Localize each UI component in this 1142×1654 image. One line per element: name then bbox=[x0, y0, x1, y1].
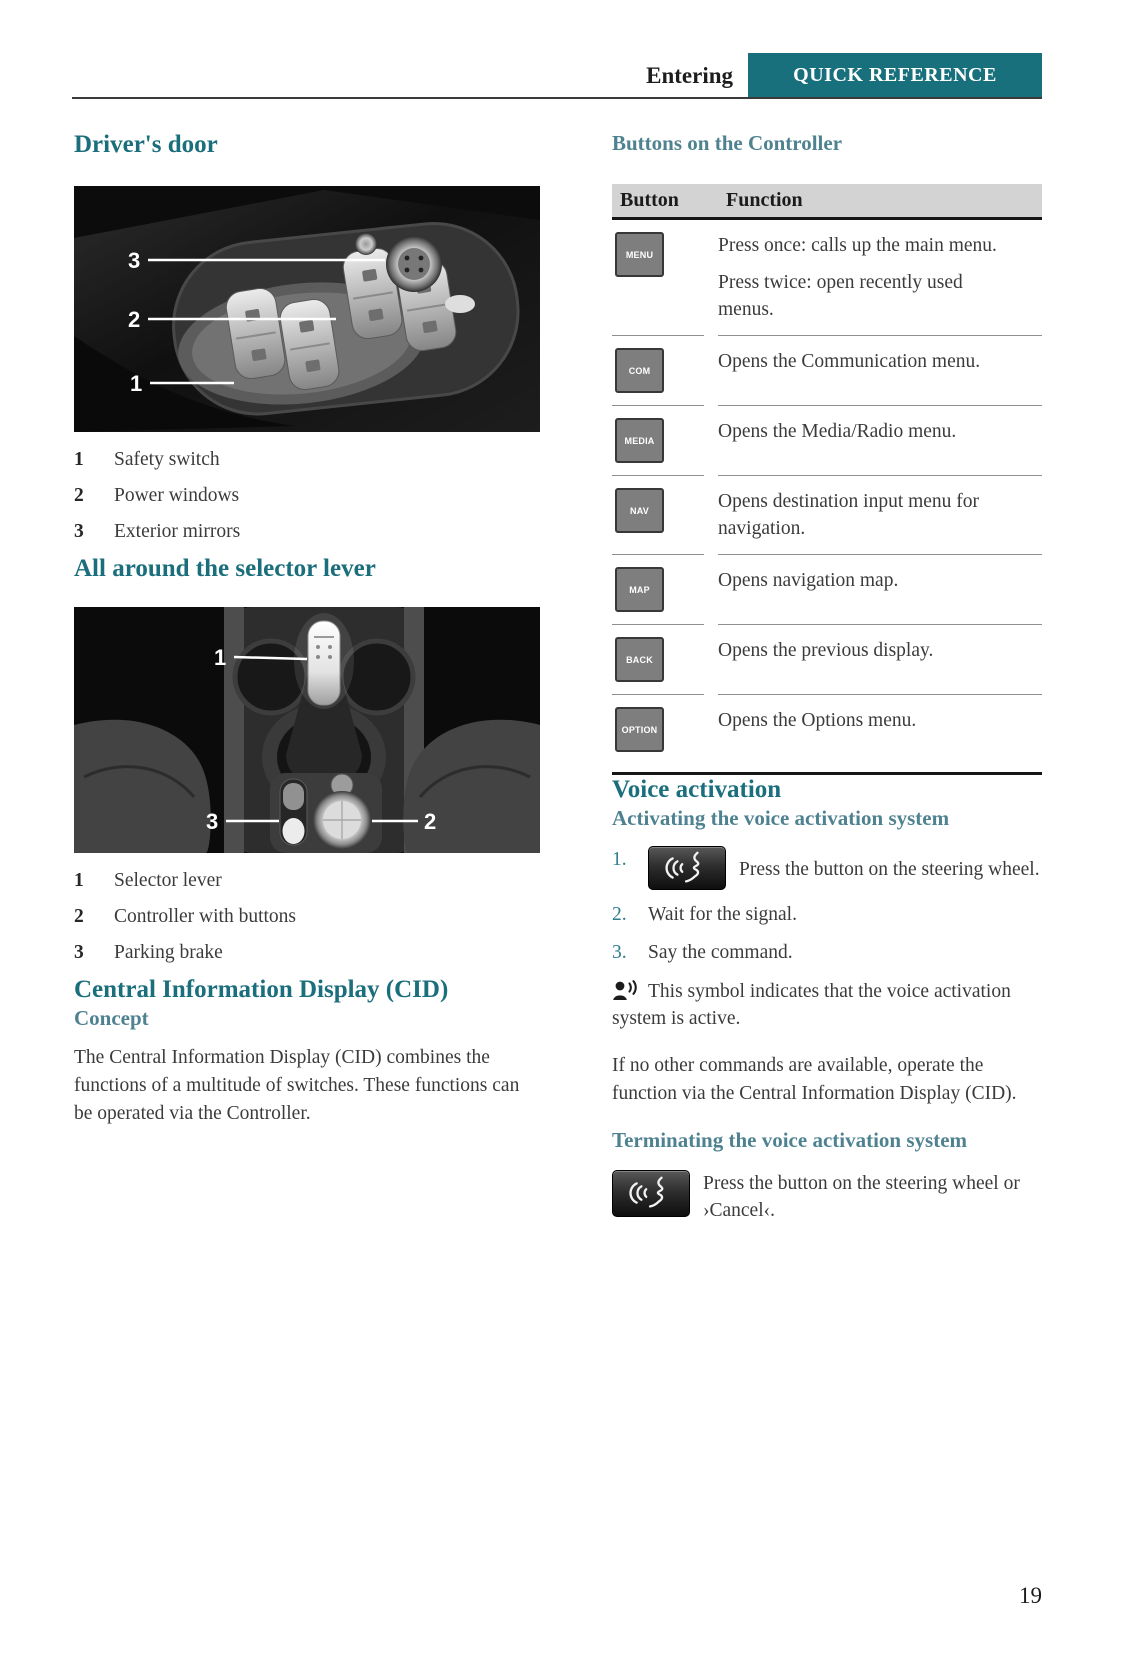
legend-label: Exterior mirrors bbox=[114, 521, 241, 542]
function-cell bbox=[718, 567, 1023, 594]
voice-button-icon bbox=[648, 846, 726, 890]
subsection-title-controller-buttons: Buttons on the Controller bbox=[612, 131, 843, 155]
callout-3: 3 bbox=[206, 809, 219, 834]
button-cell bbox=[612, 418, 718, 463]
com-button-icon: COM bbox=[615, 348, 664, 393]
controller-buttons-table bbox=[612, 184, 1042, 775]
legend-label: Parking brake bbox=[114, 942, 223, 963]
cid-concept-text: The Central Information Display (CID) combines the functions of a multitude of switches. These functions can be operated via the Controller. bbox=[74, 1047, 520, 1124]
legend-num: 3 bbox=[74, 942, 84, 963]
header-section-label: Entering bbox=[646, 63, 733, 88]
section-title-voice-activation: Voice activation bbox=[612, 776, 782, 803]
section-title-cid: Central Information Display (CID) bbox=[74, 976, 449, 1003]
selector-legend bbox=[74, 867, 540, 966]
callout-3: 3 bbox=[128, 248, 141, 273]
row-separator bbox=[612, 554, 1042, 555]
function-text: Opens the Options menu. bbox=[718, 710, 917, 731]
table-row-media bbox=[612, 406, 1042, 475]
step-text: Say the command. bbox=[648, 942, 793, 963]
legend-item bbox=[74, 482, 540, 509]
step-body bbox=[648, 939, 1042, 966]
legend-label: Selector lever bbox=[114, 870, 222, 891]
function-text: Opens the Media/Radio menu. bbox=[718, 421, 957, 442]
step-3 bbox=[612, 939, 1042, 966]
button-cell bbox=[612, 232, 718, 277]
function-cell bbox=[718, 707, 1023, 734]
step-1 bbox=[612, 846, 1042, 890]
step-body bbox=[648, 901, 1042, 928]
left-column bbox=[74, 130, 540, 1128]
function-text: Opens the Communication menu. bbox=[718, 351, 981, 372]
table-header-row bbox=[612, 184, 1042, 217]
back-button-icon: BACK bbox=[615, 637, 664, 682]
legend-item bbox=[74, 446, 540, 473]
function-cell bbox=[718, 637, 1023, 664]
legend-item bbox=[74, 867, 540, 894]
terminating-row bbox=[612, 1170, 1042, 1224]
legend-item bbox=[74, 939, 540, 966]
console-rail-left bbox=[224, 607, 244, 853]
section-title-selector-lever: All around the selector lever bbox=[74, 555, 376, 582]
selector-lever bbox=[308, 621, 340, 705]
callout-2: 2 bbox=[128, 307, 141, 332]
section-title-drivers-door: Driver's door bbox=[74, 131, 218, 158]
option-button-icon: OPTION bbox=[615, 707, 664, 752]
button-cell bbox=[612, 707, 718, 752]
legend-num: 2 bbox=[74, 485, 84, 506]
callout-labels bbox=[128, 248, 142, 396]
nav-button-icon: NAV bbox=[615, 488, 664, 533]
photo-drivers-door bbox=[74, 186, 540, 432]
step-number: 2. bbox=[612, 904, 627, 925]
step-body bbox=[648, 846, 1042, 890]
legend-num: 3 bbox=[74, 521, 84, 542]
voice-button-icon bbox=[612, 1170, 690, 1217]
function-text: Opens destination input menu for navigation. bbox=[718, 491, 980, 539]
function-cell bbox=[718, 418, 1023, 445]
step-text: Wait for the signal. bbox=[648, 904, 797, 925]
subsection-title-activating: Activating the voice activation system bbox=[612, 806, 950, 830]
voice-symbol-note bbox=[612, 978, 1042, 1032]
photo-selector-lever bbox=[74, 607, 540, 853]
function-cell bbox=[718, 488, 1023, 542]
speaking-person-icon bbox=[612, 980, 639, 1001]
button-cell bbox=[612, 637, 718, 682]
legend-num: 1 bbox=[74, 870, 84, 891]
table-header-button: Button bbox=[620, 189, 679, 211]
subsection-title-concept: Concept bbox=[74, 1006, 149, 1030]
callout-1: 1 bbox=[214, 645, 227, 670]
function-text: Opens the previous display. bbox=[718, 640, 934, 661]
legend-item bbox=[74, 518, 540, 545]
media-button-icon: MEDIA bbox=[615, 418, 664, 463]
terminating-text: Press the button on the steering wheel or ›Cancel‹. bbox=[703, 1173, 1020, 1221]
legend-num: 2 bbox=[74, 906, 84, 927]
menu-button-icon: MENU bbox=[615, 232, 664, 277]
callout-1: 1 bbox=[130, 371, 143, 396]
function-text: Press twice: open recently used menus. bbox=[718, 272, 963, 320]
table-row-back bbox=[612, 625, 1042, 694]
row-separator bbox=[612, 694, 1042, 695]
subsection-title-terminating: Terminating the voice activation system bbox=[612, 1128, 968, 1152]
row-separator bbox=[612, 475, 1042, 476]
table-row-option bbox=[612, 695, 1042, 764]
voice-symbol-text: This symbol indicates that the voice activation system is active. bbox=[612, 981, 1011, 1029]
header-rule bbox=[72, 97, 1042, 99]
row-separator bbox=[612, 624, 1042, 625]
door-lock-pin bbox=[445, 295, 475, 313]
drivers-door-legend bbox=[74, 446, 540, 545]
legend-label: Controller with buttons bbox=[114, 906, 296, 927]
map-button-icon: MAP bbox=[615, 567, 664, 612]
parking-brake-switch bbox=[280, 779, 307, 845]
button-cell bbox=[612, 567, 718, 612]
page-number: 19 bbox=[1019, 1583, 1042, 1608]
step-2 bbox=[612, 901, 1042, 928]
step-number: 3. bbox=[612, 942, 627, 963]
table-row-menu bbox=[612, 220, 1042, 335]
callout-2: 2 bbox=[424, 809, 437, 834]
legend-item bbox=[74, 903, 540, 930]
button-cell bbox=[612, 488, 718, 533]
function-cell bbox=[718, 232, 1023, 323]
table-row-map bbox=[612, 555, 1042, 624]
step-number: 1. bbox=[612, 849, 627, 870]
legend-label: Safety switch bbox=[114, 449, 220, 470]
right-column bbox=[612, 130, 1042, 1224]
door-small-button bbox=[355, 233, 377, 255]
voice-note: If no other commands are available, operate the function via the Central Information Display (CID). bbox=[612, 1054, 1017, 1104]
table-row-nav bbox=[612, 476, 1042, 554]
header-banner: QUICK REFERENCE bbox=[748, 53, 1042, 98]
button-cell bbox=[612, 348, 718, 393]
table-row-com bbox=[612, 336, 1042, 405]
function-text: Opens navigation map. bbox=[718, 570, 899, 591]
function-text: Press once: calls up the main menu. bbox=[718, 235, 997, 256]
table-header-function: Function bbox=[726, 189, 803, 211]
function-cell bbox=[718, 348, 1023, 375]
row-separator bbox=[612, 405, 1042, 406]
activation-steps bbox=[612, 846, 1042, 966]
legend-label: Power windows bbox=[114, 485, 240, 506]
mirror-knob bbox=[386, 236, 442, 292]
legend-num: 1 bbox=[74, 449, 84, 470]
step-text: Press the button on the steering wheel. bbox=[739, 859, 1040, 880]
row-separator bbox=[612, 335, 1042, 336]
